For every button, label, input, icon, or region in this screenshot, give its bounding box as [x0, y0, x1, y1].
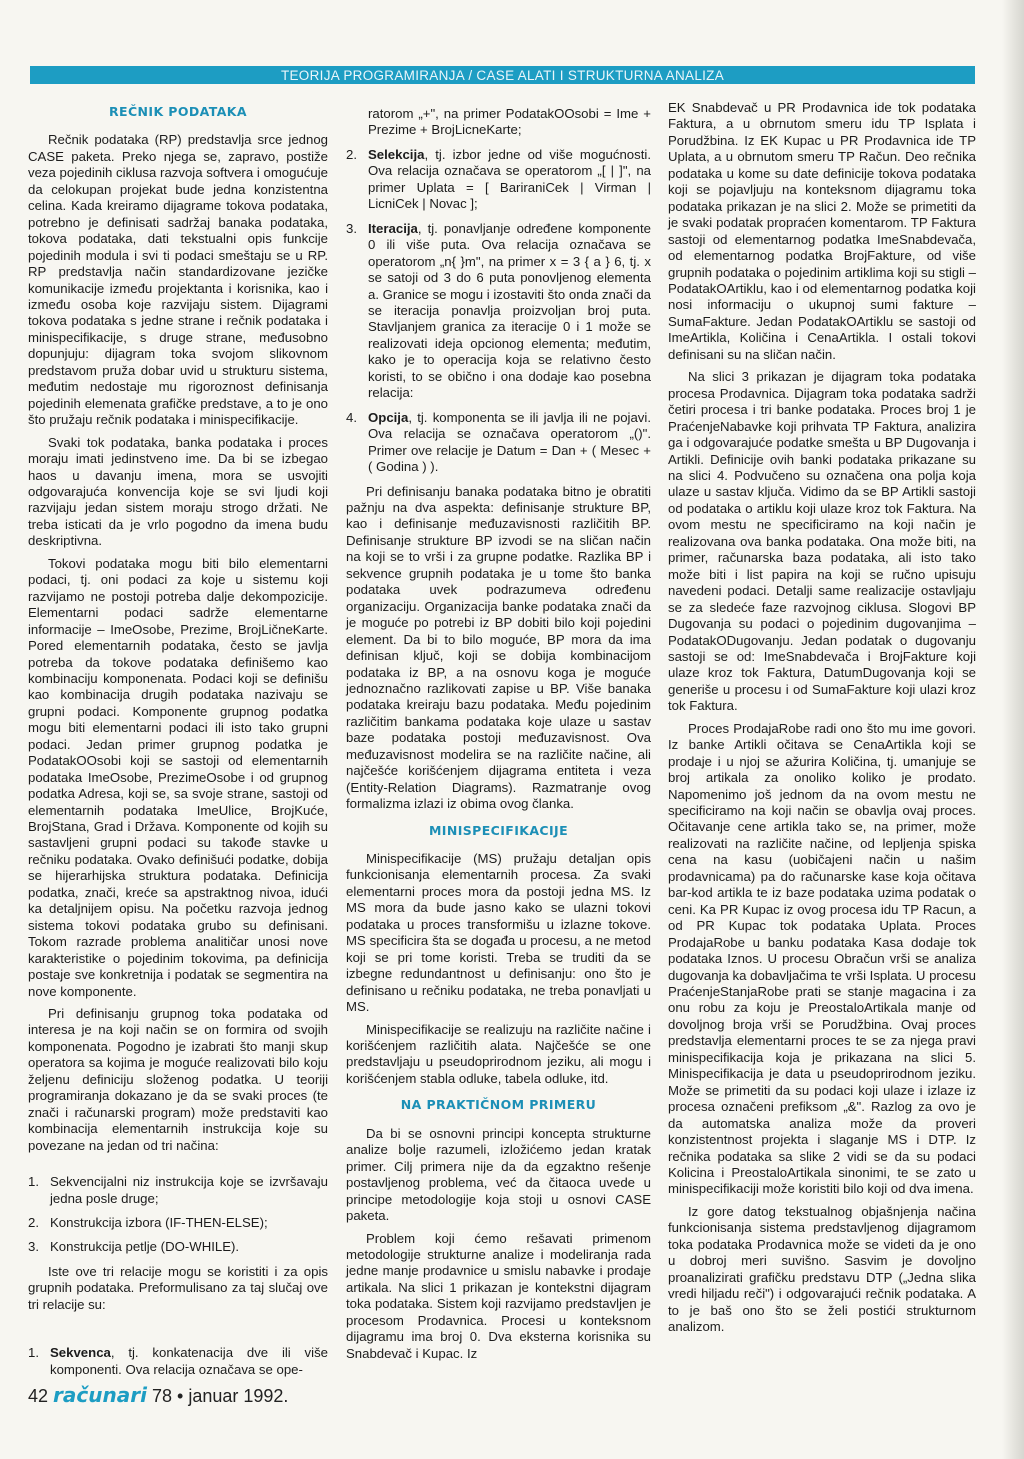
- list-item: 2. Konstrukcija izbora (IF-THEN-ELSE);: [28, 1215, 268, 1230]
- section-heading-prakticni-primer: NA PRAKTIČNOM PRIMERU: [400, 1097, 597, 1113]
- column-3: [668, 100, 976, 1342]
- paragraph: Iste ove tri relacije mogu se koristiti i za opis grupnih podataka. Preformulisano za taj slučaj ove tri relacije su:: [28, 1263, 328, 1312]
- paragraph: Minispecifikacije (MS) pružaju detaljan opis funkcionisanja elementarnih procesa. Za svaki elementarni proces mora da postoji jedna MS. Iz MS mora da bude jasno kako se ulazni tokovi podataka u proces transformišu u izlazne tokove. MS specificira šta se događa u procesu, a ne metod koji se pri tome koristi. Treba se truditi da se izbegne redundantnost u definisanju: ono što je definisano u rečniku podataka, ne treba ponavljati u MS.: [346, 851, 651, 1015]
- column-1: [28, 100, 328, 1386]
- footer-bullet: •: [177, 1386, 184, 1406]
- paragraph: Svaki tok podataka, banka podataka i proces moraju imati jedinstveno ime. Da bi se izbegao haos u davanju imena, mora se usvojiti odgovarajuća konvencija koje se svi ljudi koji razvijaju jedan sistem moraju strogo držati. Ne treba isticati da je vrlo pogodno da imena budu deskriptivna.: [28, 434, 328, 549]
- paragraph: Da bi se osnovni principi koncepta strukturne analize bolje razumeli, izložićemo jedan kratak primer. Cilj primera nije da da egzaktno rešenje postavljenog problema, već da čitaoca uvede u principe metodologije koja stoji u osnovi CASE paketa.: [346, 1125, 651, 1224]
- paragraph: EK Snabdevač u PR Prodavnica ide tok podataka Faktura, a u obrnutom smeru idu TP Isplata i Porudžbina. Iz EK Kupac u PR Prodavnica ide TP Uplata, a u obrnutom smeru TP Račun. Deo rečnika podataka u kome su date definicije tokova podataka koji se pojavljuju na konteksnom dijagramu toka podataka prikazan je na slici 2. Može se primetiti da je svaki podatak propraćen komentarom. TP Faktura sastoji od elementarnog podatka ImeSnabdevača, od elementarnog podatka BrojFakture, od više grupnih podataka o pojedinim artiklima koji su stigli – PodatakOArtiklu, kao i od elementarnog podatka koji nosi informaciju o ukupnoj sumi fakture – SumaFakture. Jedan PodatakOArtiklu se sastoji od ImeArtikla, Količina i CenaArtikla. I ostali tokovi definisani su na sličan način.: [668, 100, 976, 362]
- paragraph: Tokovi podataka mogu biti bilo elementarni podaci, tj. oni podaci za koje u sistemu koji razvijamo ne postoji potreba dalje dekompozicije. Elementarni podaci sadrže elementarne informacije – ImeOsobe, Prezime, BrojLičneKarte. Pored elementarnih podataka, često se javlja potreba da tokove podataka definišemo kao kombinaciju komponenata. Podaci koji se definišu kao kombinacija drugih podataka nazivaju se grupni podaci. Komponente grupnog podatka mogu biti elementarni podaci ili isto tako grupni podaci. Jedan primer grupnog podatka je PodatakOOsobi koji se sastoji od elementarnih podataka ImeOsobe, PrezimeOsobe i od grupnog podatka Adresa, koji se, sa svoje strane, sastoji od elementarnih podataka ImeUlice, BrojKuće, BrojStana, Grad i Država. Komponente od kojih su sastavljeni grupni podaci su takođe stavke u rečniku podataka. Ovako definišući podatke, dobija se hijerarhijska struktura podataka. Definicija podatka, znači, kreće sa apstraktnog nivoa, idući ka detaljnijem opisu. Na početku razvoja jednog sistema tokovi podataka grubo su definisani. Tokom razrade problema analitičar unosi nove karakteristike o pojedinim tokovima, pa definicija postaje sve konkretnija i podatak se segmentira na nove komponente.: [28, 555, 328, 999]
- list-number: 2.: [346, 146, 357, 162]
- paragraph: Problem koji ćemo rešavati primenom metodologije strukturne analize i modeliranja rada jedne manje prodavnice u smislu nabavke i prodaje artikala. Na slici 1 prikazan je kontekstni dijagram toka podataka. Sistem koji razvijamo predstavljen je procesom Prodavnica. Procesi u konteksnom dijagramu ima broj 0. Dva eksterna korisnika su Snabdevač i Kupac. Iz: [346, 1230, 651, 1361]
- relation-keyword: Opcija: [368, 409, 409, 425]
- paragraph: Pri definisanju banaka podataka bitno je obratiti pažnju na dva aspekta: definisanje strukture BP, kao i definisanje međuzavisnosti različitih BP. Definisanje strukture BP izvodi se na sličan način na koji se to vrši i za grupne podatke. Razlika BP i sekvence grupnih podataka je u tome što banka podataka uvek podrazumeva određenu organizaciju. Organizacija banke podataka znači da je moguće po potrebi iz BP dobiti bilo koji pojedini element. Da bi to bilo moguće, BP mora da ima definisan ključ, koji se dobija kombinacijom podataka iz BP, a na osnovu koga je moguće jednoznačno razlikovati zapise u BP. Više banaka podataka kreiraju bazu podataka. Među pojedinim različitim bankama podataka koje ulaze u sastav baze podataka postoji međuzavisnost. Ova međuzavisnost modelira se na različite načine, ali najčešće korišćenjem dijagrama entiteta i veza (Entity-Relation Diagrams). Razmatranje ovog formalizma izlazi iz obima ovog članka.: [346, 483, 651, 812]
- list-item: [346, 147, 651, 213]
- relation-list-continued: [346, 106, 651, 476]
- relation-text: , tj. izbor jedne od više mogućnosti. Ova relacija označava se operatorom „[ | ]", na primer Uplata = [ BariraniCek | Virman | LicniCek | Novac ];: [368, 146, 651, 212]
- list-item-text: Konstrukcija petlje (DO-WHILE).: [50, 1239, 240, 1255]
- list-item: 3. Konstrukcija petlje (DO-WHILE).: [28, 1239, 240, 1255]
- column-2: [346, 100, 651, 1368]
- list-number: 1.: [28, 1345, 39, 1361]
- section-heading-minispecifikacije: MINISPECIFIKACIJE: [428, 822, 569, 838]
- list-item: [346, 410, 651, 476]
- paragraph: Proces ProdajaRobe radi ono što mu ime govori. Iz banke Artikli očitava se CenaArtikla koji se prodaje i u njoj se ažurira Količina, tj. umanjuje se broj artikala za onoliko koliko je prodato. Napomenimo još jednom da na ovom mestu ne specificiramo na koji način se obavlja ovaj proces. Očitavanje cene artikla tako se, na primer, može realizovati na različite načine, od lepljenja spiska cena na kasu (uobičajeni način u našim prodavnicama) pa do računarske kase koja očitava bar-kod artikla te iz baze podataka uzima podatak o ceni. Ka PR Kupac iz ovog procesa idu TP Racun, a od PR Kupac tok podataka Uplata. Proces ProdajaRobe u banku podataka Kasa dodaje tok podataka Iznos. U procesu Obračun vrši se analiza dugovanja ka dobavljačima te vrši Isplata. U procesu PraćenjeStanjaRobe prati se stanje magacina i za onu robu za koju je PreostaloArtikala manje od dovoljnog broja vrši se Porudžbina. Ovaj proces predstavlja elementarni proces te se za njega pravi minispecifikacija koja je prikazana na slici 5. Minispecifikacija je data u pseudoprirodnom jeziku. Može se primetiti da su podaci koji ulaze i izlaze iz procesa označeni prefiksom „&". Razlog za ovo je da automatska analiza može da proveri konzistentnost projekta i slaganje MS i DTP. Iz rečnika podataka sa slike 2 vidi se da su podaci Kolicina i PreostaloArtikala sinonimi, te se zato u minispecifikaciji može koristiti bilo koji od dva imena.: [668, 720, 976, 1197]
- issue-number: 78: [151, 1386, 172, 1406]
- running-title: TEORIJA PROGRAMIRANJA / CASE ALATI I STRUKTURNA ANALIZA: [280, 68, 725, 83]
- list-item: 1. Sekvencijalni niz instrukcija koje se izvršavaju jedna posle druge;: [28, 1174, 328, 1206]
- list-number: 3.: [346, 220, 357, 236]
- paragraph: Minispecifikacije se realizuju na različite načine i korišćenjem različitih alata. Najčešće se one predstavljaju u pseudoprirodnom jeziku, ali mogu i korišćenjem stabla odluke, tabela odluke, itd.: [346, 1021, 651, 1086]
- relation-list: [28, 1345, 328, 1378]
- list-item: [346, 106, 651, 139]
- relation-keyword: Iteracija: [368, 220, 418, 236]
- list-item-text: Sekvencijalni niz instrukcija koje se izvršavaju jedna posle druge;: [50, 1174, 328, 1206]
- relation-text: , tj. konkatenacija dve ili više komponenti. Ova relacija označava se ope-: [50, 1345, 328, 1377]
- running-header: [30, 66, 975, 84]
- paragraph: Rečnik podataka (RP) predstavlja srce jednog CASE paketa. Preko njega se, zapravo, postiže veza pojedinih ciklusa razvoja softvera i omogućuje da celokupan projekat bude jedna konzistentna celina. Kada kreiramo dijagrame tokova podataka, potrebno je definisati sadržaj banaka podataka, tokova podataka, dati tekstualni opis funkcije pojedinih modula i svi ti podaci smeštaju se u RP. RP predstavlja način standardizovane jezičke komunikacije između projektanta i korisnika, kao i između osoba koje razvijaju sistem. Dijagrami tokova podataka s jedne strane i rečnik podataka i minispecifikacije, s druge strane, međusobno dopunjuju: dijagram toka svojom slikovnom predstavom pruža dobar uvid u strukturu sistema, međutim nedostaje mu rigoroznost definisanja pojedinih elemenata grafičke predstave, a to je ono što pružaju rečnik podataka i minispecifikacije.: [28, 132, 328, 428]
- list-item-text: Konstrukcija izbora (IF-THEN-ELSE);: [50, 1215, 268, 1230]
- paragraph: Na slici 3 prikazan je dijagram toka podataka procesa Prodavnica. Dijagram toka podataka sadrži četiri procesa i tri banke podataka. Proces broj 1 je PraćenjeNabavke koji prihvata TP Faktura, analizira ga i odgovarajuće podatke smešta u BP Dugovanja i Artikli. Definicije ovih banki podataka prikazane su na slici 4. Podvučeno su označena ona polja koja ulaze u sastav ključa. Vidimo da se BP Artikli sastoji od podataka o artiklu koji ulaze kroz tok Faktura. Na ovom mestu ne specificiramo na koji način je realizovana ova banka podataka. Ona može biti, na primer, računarska baza podataka, ali isto tako može biti i list papira na koji se ručno upisuju navedeni podaci. Detalji same realizacije ostavljaju se za sledeće faze razvojnog ciklusa. Slogovi BP Dugovanja su podaci o pojedinim dugovanjima – PodatakODugovanju. Jedan podatak o dugovanju sastoji se od: ImeSnabdevača i BrojFakture koji ulaze kroz tok Faktura, DatumDugovanja koji se generiše u procesu i od SumaFakture koji ulazi kroz tok Faktura.: [668, 369, 976, 714]
- relation-keyword: Selekcija: [368, 146, 425, 162]
- page-footer: [28, 1383, 288, 1407]
- relation-text: , tj. ponavljanje određene komponente 0 ili više puta. Ova relacija označava se operatorom „n{ }m", na primer x = 3 { a } 6, tj. x se satoji od 3 do 6 puta ponovljenog elementa a. Granice se mogu i izostaviti što onda znači da se iteracija ponavlja proizvoljan broj puta. Stavljanjem granica za iteracije 0 i 1 može se realizovati ideja opcionog elementa; međutim, kako je to operacija koja se relativno često koristi, to se obično i ona dodaje kao posebna relacija:: [368, 220, 651, 401]
- page-number: 42: [28, 1386, 49, 1406]
- paragraph: Iz gore datog tekstualnog objašnjenja načina funkcionisanja sistema predstavljenog dijagramom toka podataka Prodavnica može se videti da je ono u dobroj meri suvišno. Sasvim je dovoljno proanalizirati grafičku predstavu DTP („Jedna slika vredi hiljadu reči") i odgovarajući rečnik podataka. A to je baš ono što se želi postići strukturnom analizom.: [668, 1203, 976, 1335]
- relation-keyword: Sekvenca: [50, 1345, 111, 1361]
- page-edge-shadow: [1002, 0, 1024, 1459]
- paragraph: Pri definisanju grupnog toka podataka od interesa je na koji način se on formira od svojih komponenata. Pogodno je izabrati što manji skup operatora sa kojima je moguće realizovati bilo koju željenu definiciju složenog podatka. U teoriji programiranja dokazano je da se svaki proces (te znači i računarski program) može predstaviti kao kombinacija elementarnih instrukcija koje su povezane na jedan od tri načina:: [28, 1006, 328, 1153]
- list-item: [346, 221, 651, 402]
- section-heading-recnik-podataka: REČNIK PODATAKA: [109, 104, 247, 119]
- list-number: 4.: [346, 409, 357, 425]
- issue-date: januar 1992.: [188, 1386, 289, 1406]
- instruction-list: [28, 1174, 328, 1256]
- list-item: [28, 1345, 328, 1378]
- relation-text: , tj. komponenta se ili javlja ili ne pojavi. Ova relacija se označava operatorom „()". Primer ove relacije je Datum = Dan + ( Mesec + ( Godina ) ).: [368, 409, 651, 475]
- magazine-logo: računari: [53, 1383, 147, 1407]
- relation-text: ratorom „+", na primer PodatakOOsobi = Ime + Prezime + BrojLicneKarte;: [368, 106, 651, 138]
